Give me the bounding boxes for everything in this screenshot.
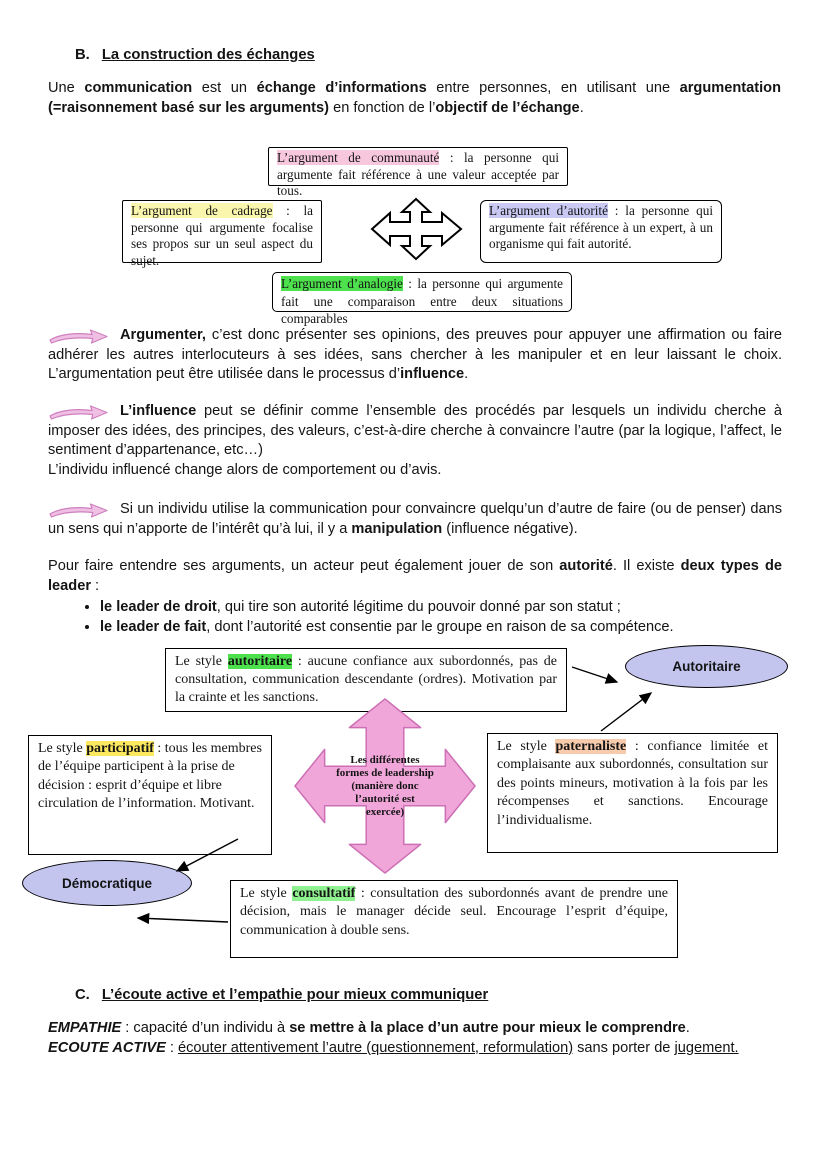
argument-autorite-box: L’argument d’autorité : la personne qui argumente fait référence à un expert, à un organisme qui fait autorité. [480,200,722,263]
leadership-diagram [0,645,828,980]
section-b-heading [75,47,315,63]
section-b-title: La construction des échanges [101,47,315,63]
leadership-cross-icon [292,695,478,878]
autoritaire-ellipse [625,645,788,688]
manipulation-paragraph: Si un individu utilise la communication pour convaincre quelqu’un d’autre de faire (ou de penser) dans un sens qui n’apporte de l’intérêt qu’à lui, il y a manipulation (influence négative). [48,501,782,537]
leader-intro-paragraph: Pour faire entendre ses arguments, un acteur peut également jouer de son autorité. Il existe deux types de leader : [48,558,783,594]
influence-block [48,402,782,480]
argumenter-paragraph: Argumenter, c’est donc présenter ses opinions, des preuves pour appuyer une affirmation ou faire adhérer les autres interlocuteurs à ses idées, sans chercher à les manipuler et en leur laissant le choix. L’argumentation peut être utilisée dans le processus d’influence. [48,327,782,383]
argument-analogie-box: L’argument d’analogie : la personne qui argumente fait une comparaison entre deux situations comparables [272,272,572,312]
leader-types-list [48,598,782,637]
definitions-paragraph: EMPATHIE : capacité d’un individu à se mettre à la place d’un autre pour mieux le comprendre. ECOUTE ACTIVE : écouter attentivement l’autre (questionnement, reformulation) sans porter de jugement. [48,1020,739,1056]
section-c-letter: C. [75,987,90,1003]
four-way-arrow-icon [368,197,465,266]
democratique-ellipse [22,860,192,906]
style-autoritaire-box: Le style autoritaire : aucune confiance aux subordonnés, pas de consultation, communication descendante (ordres). Motivation par la crainte et les sanctions. [165,648,567,712]
section-b-letter: B. [75,47,90,63]
list-item: • le leader de droit, qui tire son autorité légitime du pouvoir donné par son statut ; [100,598,782,618]
argument-communaute-box: L’argument de communauté : la personne qui argumente fait référence à une valeur acceptée par tous. [268,147,568,186]
section-c-heading [75,987,488,1003]
style-consultatif-box: Le style consultatif : consultation des subordonnés avant de prendre une décision, mais le manager décide seul. Encourage l’esprit d’équipe, communication à double sens. [230,880,678,958]
leadership-center-label: Les différentes formes de leadership (manière donc l’autorité est exercée) [336,754,434,818]
pink-hand-arrow-icon [48,404,110,426]
argument-cadrage-box: L’argument de cadrage : la personne qui argumente focalise ses propos sur un seul aspect du sujet. [122,200,322,263]
intro-paragraph: Une communication est un échange d’informations entre personnes, en utilisant une argumentation (=raisonnement basé sur les arguments) en fonction de l’objectif de l’échange. [48,80,781,116]
pink-hand-arrow-icon [48,502,110,524]
argumenter-block [48,326,782,385]
autoritaire-label: Autoritaire [672,659,741,674]
list-item: • le leader de fait, dont l’autorité est consentie par le groupe en raison de sa compétence. [100,618,782,638]
influence-paragraph: L’influence peut se définir comme l’ensemble des procédés par lesquels un individu cherche à imposer des idées, des principes, des valeurs, c’est-à-dire cherche à convaincre l’autre (par la logique, l’affect, le sentiment d’appartenance, etc…) L’individu influencé change alors de comportement ou d’avis. [48,403,782,478]
arguments-diagram [0,145,828,326]
section-c-title: L’écoute active et l’empathie pour mieux communiquer [101,987,489,1003]
democratique-label: Démocratique [61,875,153,891]
leader-block [48,557,782,637]
style-paternaliste-box: Le style paternaliste : confiance limitée et complaisante aux subordonnés, consultation sur des points mineurs, motivation à la fois par les récompenses et sanctions. Encourage l’individualisme. [487,733,778,853]
style-participatif-box: Le style participatif : tous les membres de l’équipe participent à la prise de décision : esprit d’équipe et libre circulation de l’information. Motivant. [28,735,272,855]
manipulation-block [48,500,782,539]
pink-hand-arrow-icon [48,328,110,350]
